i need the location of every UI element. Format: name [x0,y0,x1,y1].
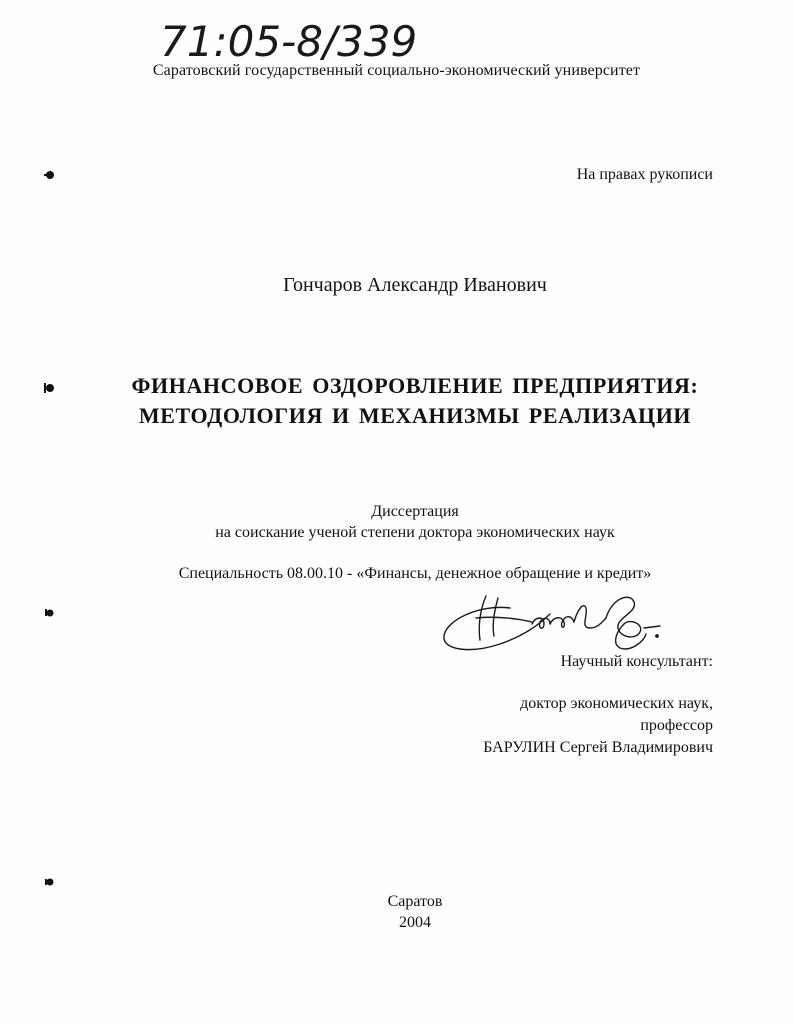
year: 2004 [399,914,431,931]
binder-hole-mark-3 [42,604,56,620]
consultant-degree: доктор экономических наук, [520,695,713,712]
consultant-name: БАРУЛИН Сергей Владимирович [483,739,713,756]
binder-hole-mark-4 [42,874,56,890]
dissertation-type: Диссертация [371,503,459,520]
catalog-number-text: 71:05-8/339 [160,17,418,66]
university-name: Саратовский государственный социально-экономический университет [152,62,641,79]
title-line-2: МЕТОДОЛОГИЯ И МЕХАНИЗМЫ РЕАЛИЗАЦИИ [138,403,692,428]
title-line-1: ФИНАНСОВОЕ ОЗДОРОВЛЕНИЕ ПРЕДПРИЯТИЯ: [131,373,699,398]
catalog-number-stamp [160,8,480,68]
degree-line: на соискание ученой степени доктора экономических наук [215,524,615,541]
rights-note: На правах рукописи [576,166,713,183]
specialty-line: Специальность 08.00.10 - «Финансы, денежное обращение и кредит» [178,565,652,582]
consultant-label: Научный консультант: [560,653,713,670]
handwritten-signature [440,588,670,660]
consultant-rank: профессор [640,717,713,734]
binder-hole-mark-1 [42,167,56,183]
city: Саратов [387,893,443,910]
dissertation-title [0,371,793,431]
consultant-block [483,693,713,759]
author-name: Гончаров Александр Иванович [283,274,547,296]
